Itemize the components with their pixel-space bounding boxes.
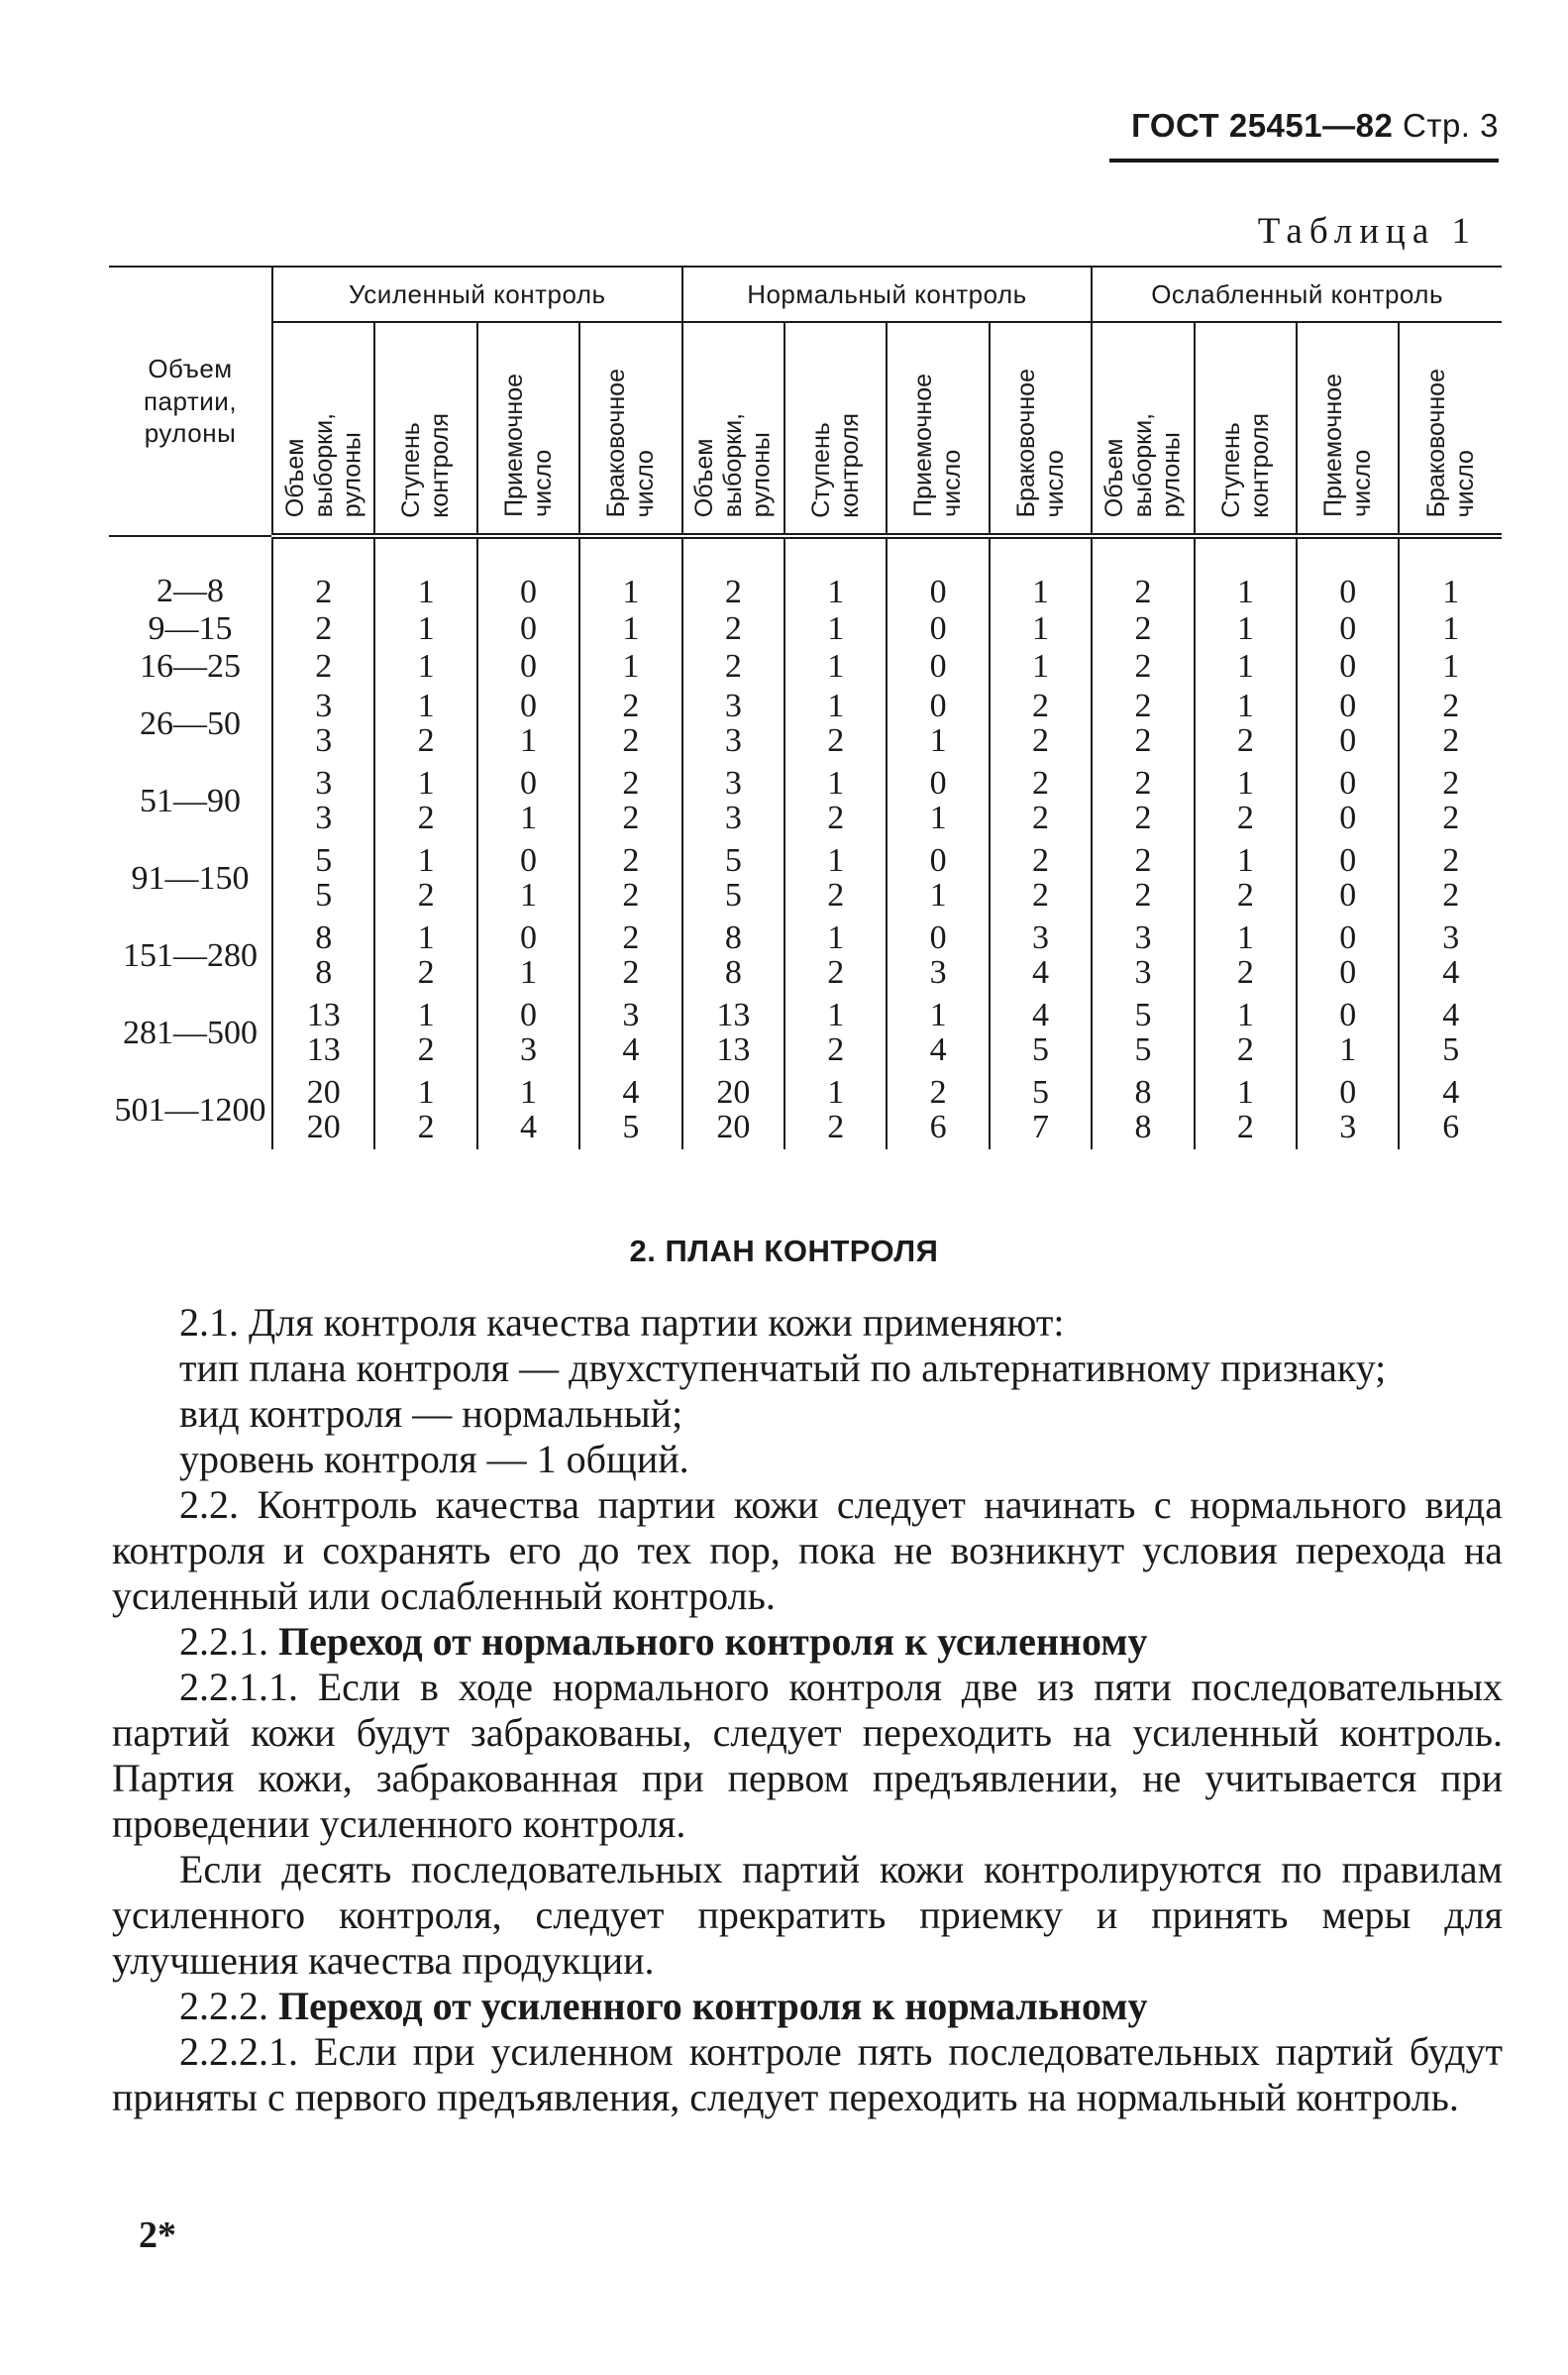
table-cell: 0 0 xyxy=(1297,763,1399,840)
table-cell: 4 5 xyxy=(990,995,1092,1072)
table-cell: 0 1 xyxy=(887,686,989,763)
table-cell: 20 20 xyxy=(682,1072,784,1149)
sample-size-header: Объем выборки, рулоны xyxy=(682,322,784,536)
table-cell: 0 1 xyxy=(477,686,579,763)
table-cell: 2 2 xyxy=(1092,840,1194,918)
table-row xyxy=(109,995,1502,1072)
table-cell: 5 5 xyxy=(272,840,374,918)
table-cell: 1 xyxy=(579,536,681,610)
table-cell: 1 xyxy=(1195,536,1297,610)
table-cell: 2 2 xyxy=(579,763,681,840)
header-rule xyxy=(1109,159,1499,162)
table-cell: 1 xyxy=(579,610,681,648)
table-cell: 3 3 xyxy=(682,763,784,840)
table-cell: 4 5 xyxy=(1399,995,1502,1072)
table-cell: 0 0 xyxy=(1297,686,1399,763)
group-header-normal: Нормальный контроль xyxy=(682,268,1093,322)
table-cell: 0 xyxy=(1297,610,1399,648)
lot-range-cell: 91—150 xyxy=(131,859,250,897)
table-cell: 4 5 xyxy=(579,1072,681,1149)
rejection-number-header: Браковочное число xyxy=(990,322,1092,536)
table-cell: 1 xyxy=(784,610,887,648)
table-cell: 3 4 xyxy=(579,995,681,1072)
table-cell: 3 3 xyxy=(272,763,374,840)
table-cell: 2 2 xyxy=(579,686,681,763)
lot-range-cell: 26—50 xyxy=(140,704,241,742)
table-cell: 1 2 xyxy=(784,686,887,763)
table-row xyxy=(109,763,1502,840)
control-step-header: Ступень контроля xyxy=(374,322,476,536)
table-cell: 0 xyxy=(477,648,579,686)
table-cell: 1 xyxy=(1195,648,1297,686)
lot-volume-header: Объем партии, рулоны xyxy=(109,268,272,536)
page-number: Стр. 3 xyxy=(1403,107,1499,144)
table-cell: 3 3 xyxy=(272,686,374,763)
lot-range-cell: 281—500 xyxy=(123,1014,258,1051)
table-cell: 1 2 xyxy=(1195,1072,1297,1149)
sample-size-header: Объем выборки, рулоны xyxy=(272,322,374,536)
table-cell: 1 2 xyxy=(374,995,476,1072)
table-cell: 1 2 xyxy=(374,686,476,763)
table-cell: 3 3 xyxy=(682,686,784,763)
table-cell: 0 1 xyxy=(1297,995,1399,1072)
table-row xyxy=(109,648,1502,686)
section-body xyxy=(112,1300,1503,2120)
footer-mark: 2* xyxy=(139,2214,176,2256)
table-cell: 2 2 xyxy=(990,686,1092,763)
paragraph-plan-type: тип плана контроля — двухступенчатый по альтернативному признаку; xyxy=(179,1346,1387,1390)
table-cell: 1 2 xyxy=(1195,686,1297,763)
table-cell: 1 xyxy=(784,536,887,610)
table-cell: 1 xyxy=(579,648,681,686)
table-cell: 13 13 xyxy=(272,995,374,1072)
paragraph-2-2-2-1: 2.2.2.1. Если при усиленном контроле пять последовательных партий будут приняты с первого предъявления, следует переходить на нормальный контроль. xyxy=(112,2029,1503,2119)
control-step-header: Ступень контроля xyxy=(1195,322,1297,536)
rejection-number-header: Браковочное число xyxy=(1399,322,1502,536)
table-cell: 0 1 xyxy=(887,763,989,840)
table-cell: 2 xyxy=(272,610,374,648)
sampling-table xyxy=(109,266,1502,1149)
lot-range-cell: 501—1200 xyxy=(114,1091,266,1129)
table-cell: 1 2 xyxy=(374,840,476,918)
table-cell: 2 6 xyxy=(887,1072,989,1149)
lot-range-cell: 2—8 xyxy=(157,572,224,609)
table-cell: 0 xyxy=(477,610,579,648)
table-row xyxy=(109,610,1502,648)
sample-size-header: Объем выборки, рулоны xyxy=(1092,322,1194,536)
paragraph-2-2: 2.2. Контроль качества партии кожи следует начинать с нормального вида контроля и сохранять его до тех пор, пока не возникнут условия перехода на усиленный или ослабленный контроль. xyxy=(112,1482,1503,1618)
table-cell: 2 2 xyxy=(1092,686,1194,763)
table-cell: 1 xyxy=(374,610,476,648)
table-cell: 8 8 xyxy=(1092,1072,1194,1149)
table-cell: 0 1 xyxy=(477,840,579,918)
table-cell: 1 2 xyxy=(784,840,887,918)
table-cell: 1 xyxy=(784,648,887,686)
paragraph-control-kind: вид контроля — нормальный; xyxy=(179,1391,683,1436)
acceptance-number-header: Приемочное число xyxy=(477,322,579,536)
table-cell: 2 2 xyxy=(579,918,681,995)
control-step-header: Ступень контроля xyxy=(784,322,887,536)
table-cell: 0 xyxy=(887,610,989,648)
table-row xyxy=(109,686,1502,763)
acceptance-number-header: Приемочное число xyxy=(1297,322,1399,536)
table-cell: 1 xyxy=(1399,648,1502,686)
rejection-number-header: Браковочное число xyxy=(579,322,681,536)
table-cell: 0 0 xyxy=(1297,918,1399,995)
table-cell: 0 3 xyxy=(887,918,989,995)
paragraph-control-level: уровень контроля — 1 общий. xyxy=(179,1437,689,1481)
table-cell: 3 4 xyxy=(990,918,1092,995)
table-cell: 2 2 xyxy=(990,763,1092,840)
table-cell: 1 2 xyxy=(1195,840,1297,918)
table-cell: 3 3 xyxy=(1092,918,1194,995)
table-cell: 0 1 xyxy=(477,763,579,840)
table-cell: 1 2 xyxy=(784,918,887,995)
table-cell: 1 2 xyxy=(784,763,887,840)
table-cell: 2 xyxy=(682,648,784,686)
table-cell: 1 4 xyxy=(887,995,989,1072)
table-cell: 2 xyxy=(1092,536,1194,610)
table-cell: 1 xyxy=(1195,610,1297,648)
table-cell: 1 4 xyxy=(477,1072,579,1149)
table-cell: 0 3 xyxy=(1297,1072,1399,1149)
table-cell: 13 13 xyxy=(682,995,784,1072)
lot-range-cell: 16—25 xyxy=(140,647,241,685)
table-cell: 5 7 xyxy=(990,1072,1092,1149)
table-cell: 0 xyxy=(887,536,989,610)
table-cell: 2 2 xyxy=(1092,763,1194,840)
table-cell: 0 xyxy=(477,536,579,610)
table-cell: 1 xyxy=(990,536,1092,610)
table-cell: 2 2 xyxy=(1399,840,1502,918)
table-cell: 1 xyxy=(374,648,476,686)
table-cell: 1 2 xyxy=(374,918,476,995)
paragraph-2-2-1-1: 2.2.1.1. Если в ходе нормального контроля две из пяти последовательных партий кожи будут забракованы, следует переходить на усиленный контроль. Партия кожи, забракованная при первом предъявлении, не учитывается при проведении усиленного контроля. xyxy=(112,1665,1503,1846)
paragraph-2-1: 2.1. Для контроля качества партии кожи применяют: xyxy=(179,1300,1065,1345)
table-row xyxy=(109,918,1502,995)
table-cell: 8 8 xyxy=(682,918,784,995)
section-title: 2. ПЛАН КОНТРОЛЯ xyxy=(629,1234,939,1268)
table-cell: 8 8 xyxy=(272,918,374,995)
table-cell: 2 xyxy=(272,536,374,610)
table-cell: 20 20 xyxy=(272,1072,374,1149)
table-row xyxy=(109,840,1502,918)
table-cell: 2 xyxy=(682,610,784,648)
table-cell: 0 1 xyxy=(887,840,989,918)
table-cell: 1 2 xyxy=(1195,763,1297,840)
table-cell: 2 xyxy=(272,648,374,686)
table-cell: 2 xyxy=(1092,610,1194,648)
table-cell: 0 0 xyxy=(1297,840,1399,918)
table-cell: 1 xyxy=(374,536,476,610)
lot-range-cell: 9—15 xyxy=(148,609,233,647)
table-cell: 0 xyxy=(1297,536,1399,610)
table-cell: 1 xyxy=(1399,610,1502,648)
heading-2-2-2: 2.2.2. Переход от усиленного контроля к нормальному xyxy=(179,1984,1148,2028)
table-cell: 2 2 xyxy=(990,840,1092,918)
heading-2-2-1: 2.2.1. Переход от нормального контроля к усиленному xyxy=(179,1619,1148,1664)
table-cell: 0 xyxy=(887,648,989,686)
acceptance-number-header: Приемочное число xyxy=(887,322,989,536)
group-header-reduced: Ослабленный контроль xyxy=(1092,268,1502,322)
table-cell: 1 xyxy=(1399,536,1502,610)
table-cell: 1 xyxy=(990,648,1092,686)
group-header-tightened: Усиленный контроль xyxy=(272,268,682,322)
standard-number: ГОСТ 25451—82 xyxy=(1131,107,1394,144)
table-cell: 0 xyxy=(1297,648,1399,686)
table-cell: 5 5 xyxy=(1092,995,1194,1072)
table-cell: 2 2 xyxy=(1399,763,1502,840)
table-cell: 1 2 xyxy=(1195,995,1297,1072)
table-cell: 1 2 xyxy=(374,763,476,840)
table-cell: 3 4 xyxy=(1399,918,1502,995)
table-cell: 2 2 xyxy=(579,840,681,918)
lot-range-cell: 51—90 xyxy=(140,782,241,819)
table-cell: 1 xyxy=(990,610,1092,648)
table-cell: 5 5 xyxy=(682,840,784,918)
table-cell: 2 2 xyxy=(1399,686,1502,763)
table-cell: 2 xyxy=(1092,648,1194,686)
paragraph-ten-lots: Если десять последовательных партий кожи контролируются по правилам усиленного контроля, следует прекратить приемку и принять меры для улучшения качества продукции. xyxy=(112,1847,1503,1983)
table-cell: 0 1 xyxy=(477,918,579,995)
table-caption: Таблица 1 xyxy=(1257,211,1477,252)
table-cell: 1 2 xyxy=(784,1072,887,1149)
table-cell: 1 2 xyxy=(374,1072,476,1149)
table-row xyxy=(109,1072,1502,1149)
page-header xyxy=(1131,107,1499,145)
table-cell: 4 6 xyxy=(1399,1072,1502,1149)
table-row xyxy=(109,536,1502,610)
lot-range-cell: 151—280 xyxy=(123,936,258,974)
table-cell: 2 xyxy=(682,536,784,610)
table-cell: 0 3 xyxy=(477,995,579,1072)
table-cell: 1 2 xyxy=(1195,918,1297,995)
table-cell: 1 2 xyxy=(784,995,887,1072)
